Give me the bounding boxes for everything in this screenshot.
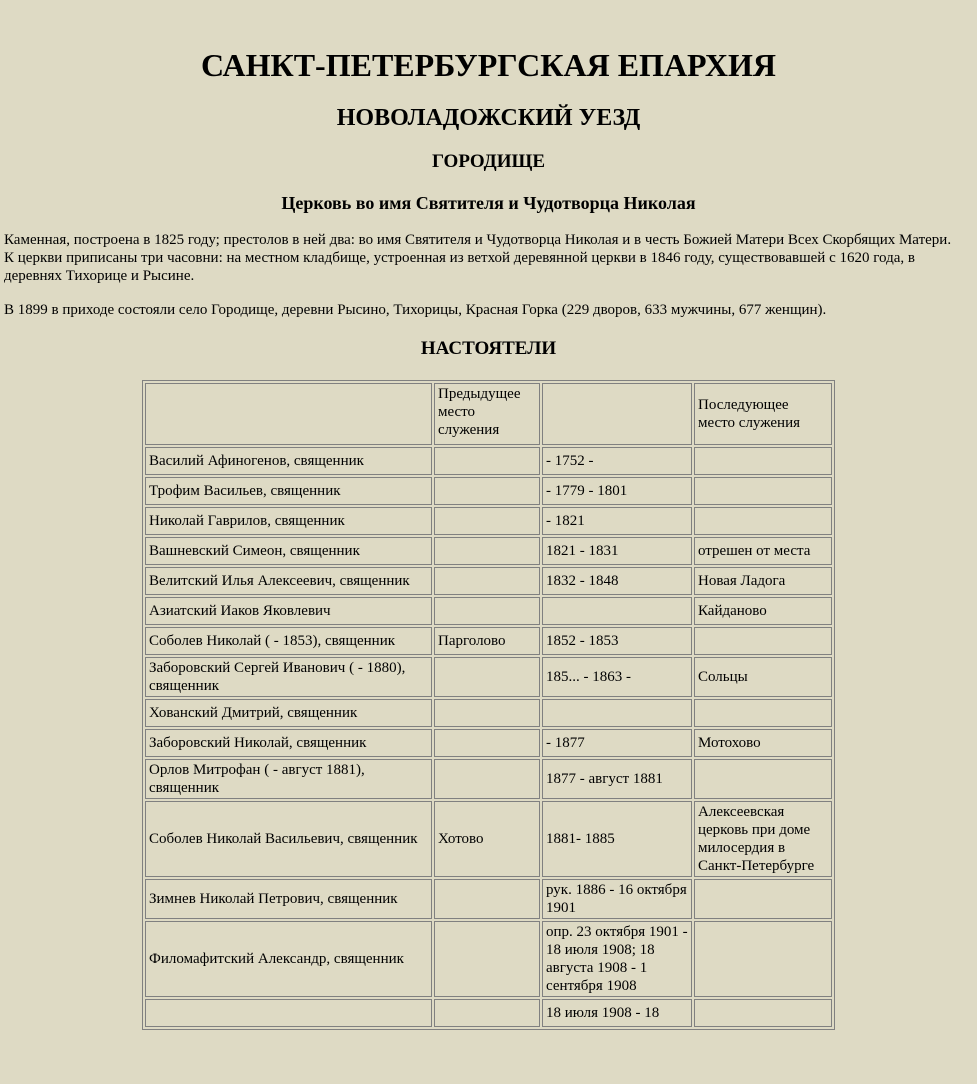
cell-years: 18 июля 1908 - 18 bbox=[542, 999, 692, 1027]
cell-years: 1881- 1885 bbox=[542, 801, 692, 877]
cell-next bbox=[694, 627, 832, 655]
abbots-heading: НАСТОЯТЕЛИ bbox=[420, 338, 557, 359]
cell-name: Соболев Николай Васильевич, священник bbox=[145, 801, 432, 877]
page-title: САНКТ-ПЕТЕРБУРГСКАЯ ЕПАРХИЯ bbox=[200, 47, 776, 83]
table-row bbox=[145, 729, 832, 757]
cell-years: 1852 - 1853 bbox=[542, 627, 692, 655]
cell-name: Филомафитский Александр, священник bbox=[145, 921, 432, 997]
cell-years: - 1821 bbox=[542, 507, 692, 535]
cell-name: Азиатский Иаков Яковлевич bbox=[145, 597, 432, 625]
cell-name: Зимнев Николай Петрович, священник bbox=[145, 879, 432, 919]
cell-name: Трофим Васильев, священник bbox=[145, 477, 432, 505]
cell-name: Хованский Дмитрий, священник bbox=[145, 699, 432, 727]
description-line-2: К церкви приписаны три часовни: на местном кладбище, устроенная из ветхой деревянной церкви в 1846 году, существовавшей с 1620 года, в деревнях Тихорице и Рысине. bbox=[4, 250, 915, 284]
church-heading: Церковь во имя Святителя и Чудотворца Николая bbox=[281, 193, 696, 213]
cell-years: 185... - 1863 - bbox=[542, 657, 692, 697]
cell-next bbox=[694, 507, 832, 535]
description-line-1: Каменная, построена в 1825 году; престолов в ней два: во имя Святителя и Чудотворца Николая и в честь Божией Матери Всех Скорбящих Матери. bbox=[4, 232, 952, 248]
table-row bbox=[145, 627, 832, 655]
table-row bbox=[145, 567, 832, 595]
table-row bbox=[145, 657, 832, 697]
cell-prev bbox=[434, 921, 540, 997]
cell-next bbox=[694, 759, 832, 799]
header-cell-years bbox=[542, 383, 692, 445]
cell-next bbox=[694, 999, 832, 1027]
cell-prev: Хотово bbox=[434, 801, 540, 877]
cell-name: Вашневский Симеон, священник bbox=[145, 537, 432, 565]
cell-years bbox=[542, 597, 692, 625]
table-row bbox=[145, 597, 832, 625]
cell-years: рук. 1886 - 16 октября 1901 bbox=[542, 879, 692, 919]
cell-prev bbox=[434, 537, 540, 565]
cell-years: 1821 - 1831 bbox=[542, 537, 692, 565]
cell-prev bbox=[434, 507, 540, 535]
table-row bbox=[145, 699, 832, 727]
cell-name: Заборовский Николай, священник bbox=[145, 729, 432, 757]
cell-name: Николай Гаврилов, священник bbox=[145, 507, 432, 535]
place-heading: ГОРОДИЩЕ bbox=[431, 151, 546, 172]
cell-years: - 1752 - bbox=[542, 447, 692, 475]
page bbox=[0, 47, 977, 1030]
cell-next bbox=[694, 879, 832, 919]
cell-name: Заборовский Сергей Иванович ( - 1880), священник bbox=[145, 657, 432, 697]
table-row bbox=[145, 999, 832, 1027]
cell-name: Василий Афиногенов, священник bbox=[145, 447, 432, 475]
cell-prev bbox=[434, 597, 540, 625]
table-row bbox=[145, 801, 832, 877]
cell-prev bbox=[434, 879, 540, 919]
cell-prev: Парголово bbox=[434, 627, 540, 655]
cell-name: Велитский Илья Алексеевич, священник bbox=[145, 567, 432, 595]
abbots-table bbox=[142, 380, 835, 1030]
church-description bbox=[4, 231, 973, 285]
cell-prev bbox=[434, 657, 540, 697]
table-row bbox=[145, 759, 832, 799]
cell-years: - 1877 bbox=[542, 729, 692, 757]
header-cell-name bbox=[145, 383, 432, 445]
cell-prev bbox=[434, 999, 540, 1027]
cell-years bbox=[542, 699, 692, 727]
district-heading: НОВОЛАДОЖСКИЙ УЕЗД bbox=[336, 105, 641, 131]
cell-next bbox=[694, 699, 832, 727]
cell-prev bbox=[434, 699, 540, 727]
cell-next bbox=[694, 447, 832, 475]
cell-next bbox=[694, 921, 832, 997]
cell-years: 1877 - август 1881 bbox=[542, 759, 692, 799]
table-header-row bbox=[145, 383, 832, 445]
cell-years: опр. 23 октября 1901 - 18 июля 1908; 18 августа 1908 - 1 сентября 1908 bbox=[542, 921, 692, 997]
cell-next: Кайданово bbox=[694, 597, 832, 625]
cell-next: Мотохово bbox=[694, 729, 832, 757]
table-row bbox=[145, 921, 832, 997]
table-row bbox=[145, 507, 832, 535]
table-row bbox=[145, 879, 832, 919]
cell-prev bbox=[434, 729, 540, 757]
cell-next: отрешен от места bbox=[694, 537, 832, 565]
cell-prev bbox=[434, 759, 540, 799]
header-cell-next: Последующее место служения bbox=[694, 383, 832, 445]
header-cell-prev: Предыдущее место служения bbox=[434, 383, 540, 445]
cell-next: Сольцы bbox=[694, 657, 832, 697]
parish-info: В 1899 в приходе состояли село Городище, деревни Рысино, Тихорицы, Красная Горка (229 дворов, 633 мужчины, 677 женщин). bbox=[4, 302, 827, 318]
cell-name bbox=[145, 999, 432, 1027]
cell-next: Алексеевская церковь при доме милосердия в Санкт-Петербурге bbox=[694, 801, 832, 877]
table-row bbox=[145, 537, 832, 565]
cell-next: Новая Ладога bbox=[694, 567, 832, 595]
cell-name: Соболев Николай ( - 1853), священник bbox=[145, 627, 432, 655]
cell-next bbox=[694, 477, 832, 505]
cell-prev bbox=[434, 567, 540, 595]
cell-years: 1832 - 1848 bbox=[542, 567, 692, 595]
cell-prev bbox=[434, 447, 540, 475]
table-row bbox=[145, 447, 832, 475]
cell-years: - 1779 - 1801 bbox=[542, 477, 692, 505]
cell-prev bbox=[434, 477, 540, 505]
cell-name: Орлов Митрофан ( - август 1881), священник bbox=[145, 759, 432, 799]
table-row bbox=[145, 477, 832, 505]
